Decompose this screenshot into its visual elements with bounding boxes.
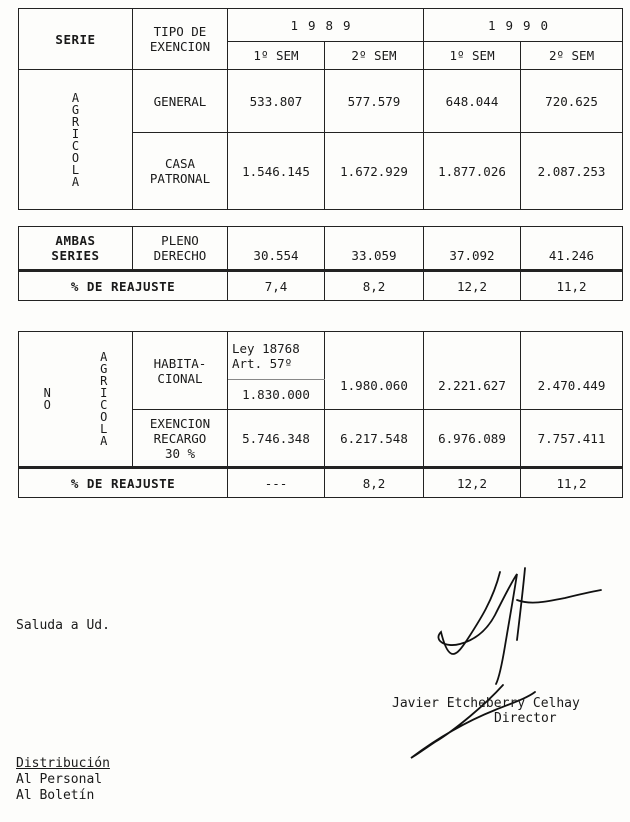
value-cell: 2.221.627	[424, 332, 521, 410]
tipo-line2: DERECHO	[153, 248, 207, 263]
vertical-letter: C	[100, 398, 108, 412]
table-agricola	[18, 8, 623, 210]
signer-name: Javier Etcheberry Celhay	[392, 696, 580, 711]
reajuste-value: 11,2	[521, 271, 623, 301]
reajuste-label: % DE REAJUSTE	[19, 468, 228, 498]
distribution-item: Al Boletín	[16, 788, 95, 803]
row-label-line1: CASA	[164, 156, 196, 171]
vertical-letter: I	[100, 386, 108, 400]
vertical-letter: A	[100, 350, 108, 364]
value-cell: 1.877.026	[424, 133, 521, 210]
vertical-letter: C	[71, 138, 80, 153]
row-label-line2: RECARGO	[153, 430, 207, 446]
signer-title: Director	[494, 711, 557, 726]
vertical-letter: G	[100, 362, 108, 376]
vertical-letter: R	[71, 114, 80, 129]
row-label-line2: PATRONAL	[149, 171, 211, 186]
value-cell: 1.672.929	[325, 133, 424, 210]
row-label-exencion	[133, 410, 228, 468]
no-agricola-vertical-label	[19, 332, 133, 468]
reajuste-value: 11,2	[521, 468, 623, 498]
value-cell: 2.087.253	[521, 133, 623, 210]
serie-ambas-line2: SERIES	[51, 248, 100, 263]
vertical-letter: A	[71, 90, 80, 105]
header-sem: 2º SEM	[521, 42, 623, 70]
header-tipo-line2: EXENCION	[149, 39, 211, 54]
row-label-line1: HABITA-	[153, 355, 207, 371]
value-cell: 37.092	[424, 227, 521, 271]
vertical-letter: O	[71, 150, 80, 165]
header-sem: 2º SEM	[325, 42, 424, 70]
row-label-casa-patronal	[133, 133, 228, 210]
value-cell: 1.830.000	[228, 380, 325, 410]
table-ambas-series	[18, 226, 623, 301]
header-tipo	[133, 9, 228, 70]
value-cell: 6.217.548	[325, 410, 424, 468]
value-cell: 1.546.145	[228, 133, 325, 210]
vertical-letter: O	[100, 410, 108, 424]
vertical-letter: L	[71, 162, 80, 177]
serie-ambas	[19, 227, 133, 271]
header-year-1989: 1989	[228, 9, 424, 42]
header-tipo-line1: TIPO DE	[153, 24, 207, 39]
value-cell: 6.976.089	[424, 410, 521, 468]
row-label-line1: EXENCION	[149, 415, 211, 431]
value-cell: 720.625	[521, 70, 623, 133]
distribution-item: Al Personal	[16, 772, 103, 787]
value-cell: 533.807	[228, 70, 325, 133]
vertical-letter: G	[71, 102, 80, 117]
vertical-letter: O	[43, 398, 51, 412]
header-serie: SERIE	[19, 9, 133, 70]
header-sem: 1º SEM	[228, 42, 325, 70]
reajuste-value: 7,4	[228, 271, 325, 301]
value-cell: 41.246	[521, 227, 623, 271]
serie-ambas-line1: AMBAS	[55, 233, 96, 248]
distribution-title: Distribución	[16, 756, 110, 771]
row-label-line2: CIONAL	[157, 370, 203, 386]
table-no-agricola	[18, 331, 623, 498]
header-sem: 1º SEM	[424, 42, 521, 70]
tipo-pleno-derecho	[133, 227, 228, 271]
tipo-line1: PLENO	[161, 233, 199, 248]
reajuste-value: 8,2	[325, 468, 424, 498]
vertical-letter: R	[100, 374, 108, 388]
row-label-line3: 30 %	[164, 445, 196, 461]
ley-note	[228, 332, 325, 380]
value-cell: 2.470.449	[521, 332, 623, 410]
ley-note-line2: Art. 57º	[232, 355, 293, 371]
vertical-letter: I	[71, 126, 80, 141]
value-cell: 30.554	[228, 227, 325, 271]
value-cell: 577.579	[325, 70, 424, 133]
header-year-1990: 1990	[424, 9, 623, 42]
value-cell: 5.746.348	[228, 410, 325, 468]
vertical-letter: L	[100, 422, 108, 436]
value-cell: 7.757.411	[521, 410, 623, 468]
vertical-letter: N	[43, 386, 51, 400]
ley-note-line1: Ley 18768	[232, 340, 300, 356]
row-label-habitacional	[133, 332, 228, 410]
reajuste-value: 12,2	[424, 468, 521, 498]
reajuste-value: ---	[228, 468, 325, 498]
reajuste-label: % DE REAJUSTE	[19, 271, 228, 301]
greeting: Saluda a Ud.	[16, 618, 110, 633]
distribution-block	[16, 756, 110, 804]
reajuste-value: 12,2	[424, 271, 521, 301]
row-label-general: GENERAL	[133, 70, 228, 133]
reajuste-value: 8,2	[325, 271, 424, 301]
value-cell: 648.044	[424, 70, 521, 133]
vertical-letter: A	[100, 434, 108, 448]
handwritten-signature	[405, 560, 620, 765]
agricola-vertical-label	[19, 70, 133, 210]
vertical-letter: A	[71, 174, 80, 189]
value-cell: 1.980.060	[325, 332, 424, 410]
value-cell: 33.059	[325, 227, 424, 271]
